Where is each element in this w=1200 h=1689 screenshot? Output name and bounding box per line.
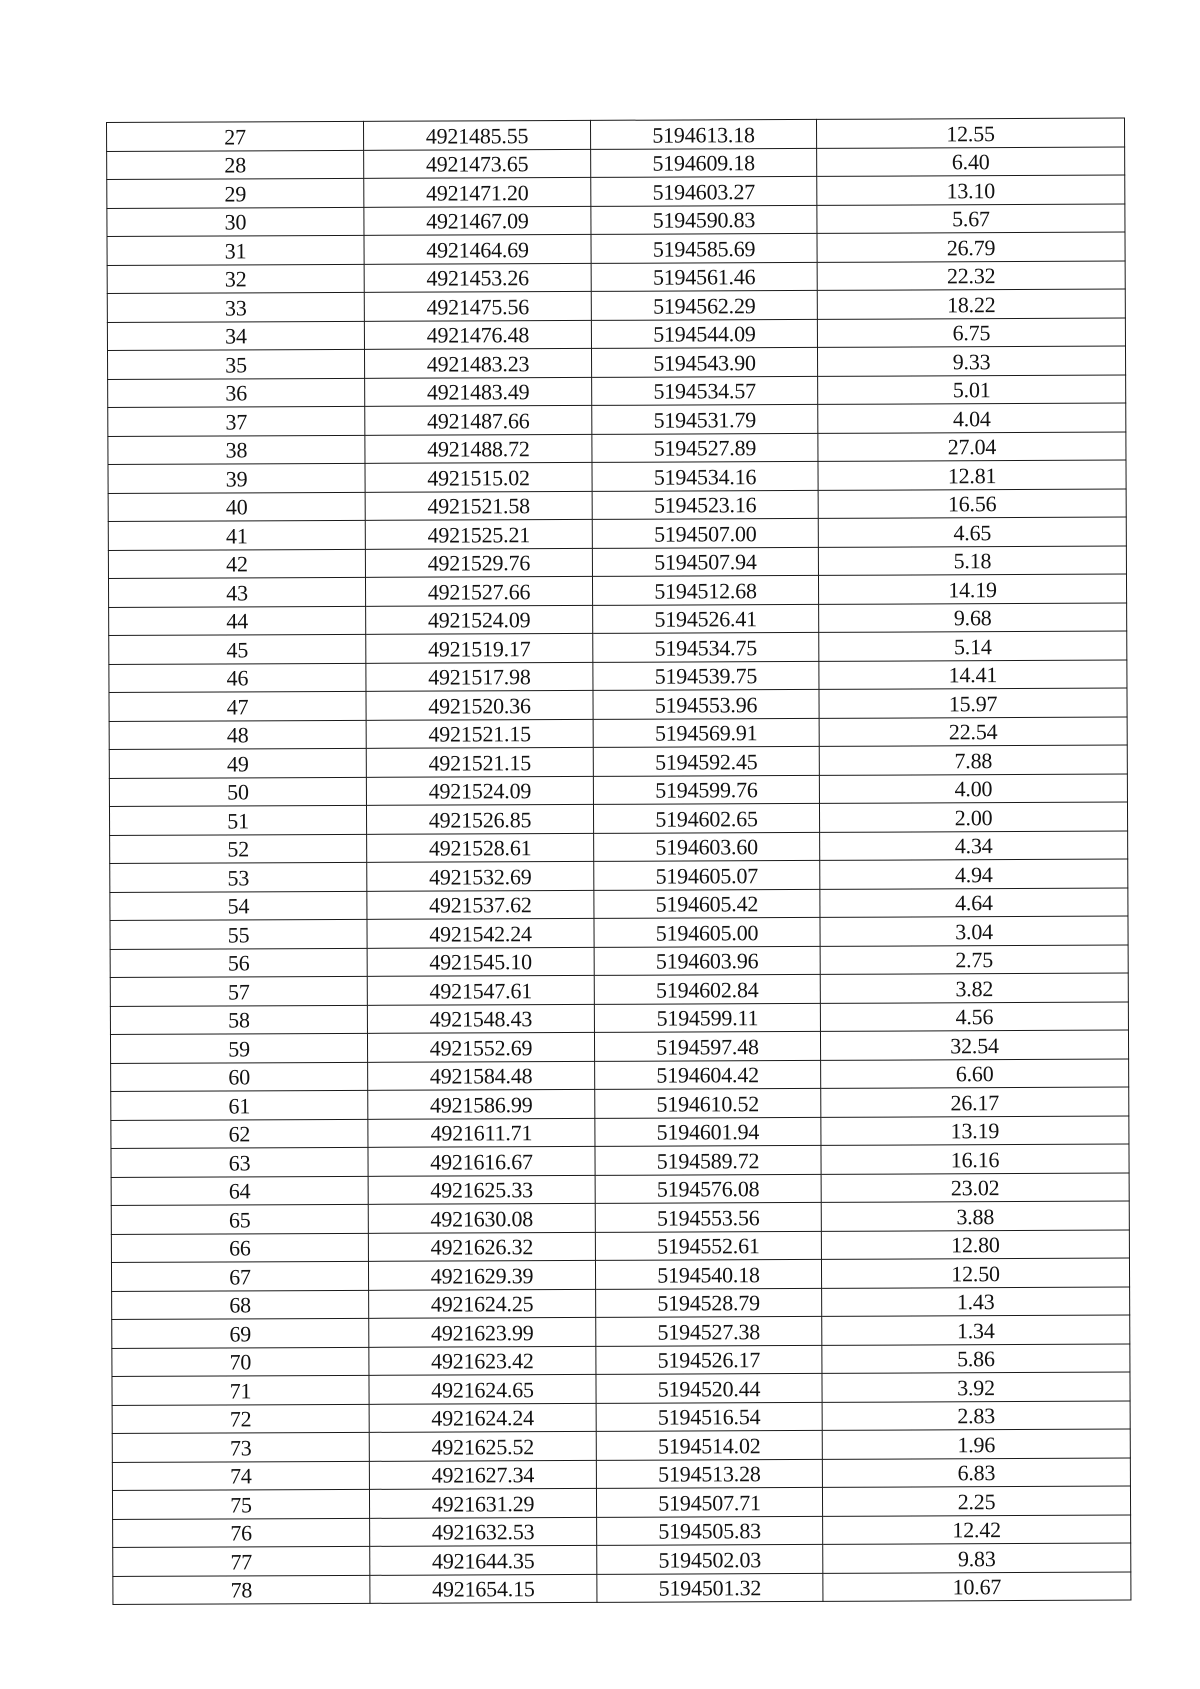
x-coordinate-cell: 4921611.71 [368,1118,595,1147]
table-row [109,688,1127,721]
x-coordinate-cell: 4921476.48 [364,320,591,349]
point-number-cell: 49 [109,748,366,778]
x-coordinate-cell: 4921517.98 [366,662,593,691]
distance-cell: 32.54 [820,1030,1128,1060]
y-coordinate-cell: 5194520.44 [596,1373,822,1402]
y-coordinate-cell: 5194605.00 [594,917,820,946]
y-coordinate-cell: 5194569.91 [593,718,819,747]
point-number-cell: 77 [113,1546,370,1576]
distance-cell: 22.54 [819,717,1127,747]
x-coordinate-cell: 4921473.65 [364,149,591,178]
x-coordinate-cell: 4921584.48 [368,1061,595,1090]
distance-cell: 12.55 [816,118,1124,148]
distance-cell: 9.83 [823,1543,1131,1573]
y-coordinate-cell: 5194603.27 [591,176,817,205]
point-number-cell: 59 [110,1033,367,1063]
distance-cell: 2.00 [819,802,1127,832]
table-row [111,1059,1129,1092]
table-row [108,403,1126,436]
x-coordinate-cell: 4921519.17 [366,633,593,662]
y-coordinate-cell: 5194523.16 [592,490,818,519]
distance-cell: 13.19 [821,1116,1129,1146]
x-coordinate-cell: 4921654.15 [370,1574,597,1603]
y-coordinate-cell: 5194599.11 [594,1003,820,1032]
y-coordinate-cell: 5194561.46 [591,262,817,291]
x-coordinate-cell: 4921547.61 [367,975,594,1004]
y-coordinate-cell: 5194576.08 [595,1174,821,1203]
table-row [110,973,1128,1006]
point-number-cell: 76 [113,1518,370,1548]
x-coordinate-cell: 4921629.39 [368,1260,595,1289]
y-coordinate-cell: 5194553.96 [593,689,819,718]
y-coordinate-cell: 5194602.65 [593,803,819,832]
distance-cell: 5.86 [822,1344,1130,1374]
table-row [109,802,1127,835]
x-coordinate-cell: 4921520.36 [366,690,593,719]
table-row [107,346,1125,379]
distance-cell: 12.81 [818,460,1126,490]
distance-cell: 9.68 [819,603,1127,633]
y-coordinate-cell: 5194590.83 [591,205,817,234]
x-coordinate-cell: 4921475.56 [364,291,591,320]
point-number-cell: 35 [107,349,364,379]
distance-cell: 5.14 [819,631,1127,661]
y-coordinate-cell: 5194602.84 [594,974,820,1003]
y-coordinate-cell: 5194505.83 [597,1516,823,1545]
point-number-cell: 73 [112,1432,369,1462]
x-coordinate-cell: 4921515.02 [365,462,592,491]
y-coordinate-cell: 5194527.89 [592,433,818,462]
x-coordinate-cell: 4921537.62 [367,890,594,919]
distance-cell: 10.67 [823,1572,1131,1602]
x-coordinate-cell: 4921586.99 [368,1089,595,1118]
y-coordinate-cell: 5194601.94 [595,1117,821,1146]
point-number-cell: 36 [108,378,365,408]
point-number-cell: 62 [111,1119,368,1149]
coordinates-table [106,118,1131,1605]
y-coordinate-cell: 5194552.61 [595,1231,821,1260]
table-row [109,774,1127,807]
x-coordinate-cell: 4921626.32 [368,1232,595,1261]
y-coordinate-cell: 5194562.29 [591,290,817,319]
table-row [108,574,1126,607]
x-coordinate-cell: 4921627.34 [369,1460,596,1489]
point-number-cell: 41 [108,520,365,550]
y-coordinate-cell: 5194516.54 [596,1402,822,1431]
table-row [109,717,1127,750]
point-number-cell: 66 [111,1233,368,1263]
table-row [110,831,1128,864]
x-coordinate-cell: 4921471.20 [364,177,591,206]
distance-cell: 12.50 [821,1258,1129,1288]
point-number-cell: 67 [111,1261,368,1291]
point-number-cell: 65 [111,1204,368,1234]
table-row [112,1401,1130,1434]
table-row [108,517,1126,550]
x-coordinate-cell: 4921552.69 [367,1032,594,1061]
table-body [107,118,1131,1604]
point-number-cell: 32 [107,264,364,294]
distance-cell: 14.41 [819,660,1127,690]
point-number-cell: 69 [112,1318,369,1348]
y-coordinate-cell: 5194507.71 [596,1487,822,1516]
distance-cell: 14.19 [818,574,1126,604]
table-row [111,1173,1129,1206]
point-number-cell: 44 [109,606,366,636]
distance-cell: 26.17 [821,1087,1129,1117]
y-coordinate-cell: 5194603.96 [594,946,820,975]
table-row [108,375,1126,408]
distance-cell: 3.04 [820,916,1128,946]
table-row [107,147,1125,180]
table-row [110,945,1128,978]
point-number-cell: 64 [111,1176,368,1206]
distance-cell: 3.82 [820,973,1128,1003]
table-row [108,460,1126,493]
x-coordinate-cell: 4921624.65 [369,1374,596,1403]
y-coordinate-cell: 5194528.79 [596,1288,822,1317]
point-number-cell: 46 [109,663,366,693]
x-coordinate-cell: 4921624.24 [369,1403,596,1432]
y-coordinate-cell: 5194553.56 [595,1202,821,1231]
x-coordinate-cell: 4921632.53 [370,1517,597,1546]
y-coordinate-cell: 5194605.42 [594,889,820,918]
table-row [110,1030,1128,1063]
table-row [110,888,1128,921]
point-number-cell: 57 [110,976,367,1006]
distance-cell: 4.34 [820,831,1128,861]
point-number-cell: 71 [112,1375,369,1405]
y-coordinate-cell: 5194604.42 [595,1060,821,1089]
table-row [111,1201,1129,1234]
y-coordinate-cell: 5194540.18 [595,1259,821,1288]
x-coordinate-cell: 4921487.66 [365,405,592,434]
distance-cell: 12.42 [823,1515,1131,1545]
table-row [112,1287,1130,1320]
x-coordinate-cell: 4921529.76 [365,548,592,577]
table-row [108,489,1126,522]
point-number-cell: 40 [108,492,365,522]
y-coordinate-cell: 5194513.28 [596,1459,822,1488]
x-coordinate-cell: 4921521.58 [365,491,592,520]
table-row [111,1116,1129,1149]
y-coordinate-cell: 5194534.57 [592,376,818,405]
x-coordinate-cell: 4921525.21 [365,519,592,548]
point-number-cell: 55 [110,919,367,949]
table-row [107,318,1125,351]
x-coordinate-cell: 4921548.43 [367,1004,594,1033]
y-coordinate-cell: 5194507.94 [592,547,818,576]
y-coordinate-cell: 5194526.41 [593,604,819,633]
y-coordinate-cell: 5194527.38 [596,1316,822,1345]
x-coordinate-cell: 4921483.49 [365,377,592,406]
x-coordinate-cell: 4921483.23 [364,348,591,377]
point-number-cell: 29 [107,178,364,208]
point-number-cell: 61 [111,1090,368,1120]
y-coordinate-cell: 5194592.45 [593,746,819,775]
x-coordinate-cell: 4921630.08 [368,1203,595,1232]
table-row [110,1002,1128,1035]
point-number-cell: 45 [109,634,366,664]
distance-cell: 4.04 [818,403,1126,433]
table-row [111,1144,1129,1177]
coordinates-table-container [106,118,1130,1605]
point-number-cell: 34 [107,321,364,351]
table-row [111,1258,1129,1291]
x-coordinate-cell: 4921545.10 [367,947,594,976]
point-number-cell: 78 [113,1575,370,1605]
point-number-cell: 30 [107,207,364,237]
x-coordinate-cell: 4921624.25 [369,1289,596,1318]
y-coordinate-cell: 5194534.16 [592,461,818,490]
x-coordinate-cell: 4921532.69 [367,861,594,890]
table-row [112,1458,1130,1491]
distance-cell: 18.22 [817,289,1125,319]
distance-cell: 4.56 [820,1002,1128,1032]
point-number-cell: 39 [108,463,365,493]
distance-cell: 2.75 [820,945,1128,975]
point-number-cell: 68 [112,1290,369,1320]
table-row [107,175,1125,208]
x-coordinate-cell: 4921526.85 [366,804,593,833]
point-number-cell: 37 [108,406,365,436]
x-coordinate-cell: 4921625.52 [369,1431,596,1460]
y-coordinate-cell: 5194539.75 [593,661,819,690]
table-row [107,261,1125,294]
point-number-cell: 38 [108,435,365,465]
distance-cell: 6.83 [822,1458,1130,1488]
table-row [109,745,1127,778]
x-coordinate-cell: 4921623.99 [369,1317,596,1346]
table-row [111,1230,1129,1263]
y-coordinate-cell: 5194507.00 [592,518,818,547]
point-number-cell: 63 [111,1147,368,1177]
x-coordinate-cell: 4921521.15 [366,719,593,748]
distance-cell: 1.43 [822,1287,1130,1317]
x-coordinate-cell: 4921467.09 [364,206,591,235]
distance-cell: 2.83 [822,1401,1130,1431]
y-coordinate-cell: 5194534.75 [593,632,819,661]
distance-cell: 3.92 [822,1372,1130,1402]
point-number-cell: 43 [108,577,365,607]
y-coordinate-cell: 5194526.17 [596,1345,822,1374]
y-coordinate-cell: 5194597.48 [594,1031,820,1060]
distance-cell: 13.10 [817,175,1125,205]
distance-cell: 3.88 [821,1201,1129,1231]
table-row [112,1486,1130,1519]
x-coordinate-cell: 4921453.26 [364,263,591,292]
point-number-cell: 74 [112,1461,369,1491]
y-coordinate-cell: 5194512.68 [592,575,818,604]
table-row [111,1087,1129,1120]
distance-cell: 16.56 [818,489,1126,519]
distance-cell: 6.60 [821,1059,1129,1089]
point-number-cell: 27 [107,121,364,151]
point-number-cell: 54 [110,891,367,921]
y-coordinate-cell: 5194605.07 [594,860,820,889]
point-number-cell: 72 [112,1404,369,1434]
distance-cell: 9.33 [817,346,1125,376]
distance-cell: 1.34 [822,1315,1130,1345]
point-number-cell: 47 [109,691,366,721]
distance-cell: 26.79 [817,232,1125,262]
x-coordinate-cell: 4921524.09 [366,776,593,805]
table-row [113,1543,1131,1576]
table-row [107,232,1125,265]
distance-cell: 5.18 [818,546,1126,576]
distance-cell: 4.00 [819,774,1127,804]
point-number-cell: 53 [110,862,367,892]
x-coordinate-cell: 4921631.29 [369,1488,596,1517]
point-number-cell: 58 [110,1005,367,1035]
point-number-cell: 75 [112,1489,369,1519]
distance-cell: 23.02 [821,1173,1129,1203]
table-row [108,432,1126,465]
point-number-cell: 60 [111,1062,368,1092]
distance-cell: 16.16 [821,1144,1129,1174]
y-coordinate-cell: 5194585.69 [591,233,817,262]
y-coordinate-cell: 5194502.03 [597,1544,823,1573]
distance-cell: 4.94 [820,859,1128,889]
point-number-cell: 42 [108,549,365,579]
point-number-cell: 50 [109,777,366,807]
x-coordinate-cell: 4921623.42 [369,1346,596,1375]
table-row [109,631,1127,664]
y-coordinate-cell: 5194613.18 [590,119,816,148]
x-coordinate-cell: 4921524.09 [366,605,593,634]
table-row [109,660,1127,693]
distance-cell: 4.65 [818,517,1126,547]
table-row [107,204,1125,237]
table-row [113,1515,1131,1548]
x-coordinate-cell: 4921644.35 [370,1545,597,1574]
table-row [110,859,1128,892]
distance-cell: 6.40 [817,147,1125,177]
y-coordinate-cell: 5194514.02 [596,1430,822,1459]
table-row [112,1429,1130,1462]
distance-cell: 5.67 [817,204,1125,234]
distance-cell: 22.32 [817,261,1125,291]
y-coordinate-cell: 5194599.76 [593,775,819,804]
x-coordinate-cell: 4921527.66 [365,576,592,605]
distance-cell: 2.25 [822,1486,1130,1516]
x-coordinate-cell: 4921616.67 [368,1146,595,1175]
y-coordinate-cell: 5194609.18 [591,148,817,177]
point-number-cell: 33 [107,292,364,322]
table-row [109,603,1127,636]
x-coordinate-cell: 4921542.24 [367,918,594,947]
x-coordinate-cell: 4921521.15 [366,747,593,776]
distance-cell: 4.64 [820,888,1128,918]
distance-cell: 1.96 [822,1429,1130,1459]
table-row [112,1315,1130,1348]
point-number-cell: 70 [112,1347,369,1377]
table-row [112,1344,1130,1377]
y-coordinate-cell: 5194544.09 [591,319,817,348]
y-coordinate-cell: 5194501.32 [597,1573,823,1602]
table-row [107,118,1125,151]
distance-cell: 6.75 [817,318,1125,348]
point-number-cell: 48 [109,720,366,750]
y-coordinate-cell: 5194543.90 [591,347,817,376]
table-row [113,1572,1131,1605]
x-coordinate-cell: 4921485.55 [363,120,590,149]
point-number-cell: 56 [110,948,367,978]
point-number-cell: 52 [110,834,367,864]
point-number-cell: 51 [109,805,366,835]
x-coordinate-cell: 4921528.61 [367,833,594,862]
table-row [107,289,1125,322]
y-coordinate-cell: 5194531.79 [592,404,818,433]
x-coordinate-cell: 4921625.33 [368,1175,595,1204]
y-coordinate-cell: 5194603.60 [594,832,820,861]
distance-cell: 7.88 [819,745,1127,775]
distance-cell: 15.97 [819,688,1127,718]
table-row [112,1372,1130,1405]
distance-cell: 12.80 [821,1230,1129,1260]
y-coordinate-cell: 5194589.72 [595,1145,821,1174]
x-coordinate-cell: 4921464.69 [364,234,591,263]
table-row [108,546,1126,579]
distance-cell: 5.01 [818,375,1126,405]
distance-cell: 27.04 [818,432,1126,462]
point-number-cell: 28 [107,150,364,180]
point-number-cell: 31 [107,235,364,265]
table-row [110,916,1128,949]
x-coordinate-cell: 4921488.72 [365,434,592,463]
y-coordinate-cell: 5194610.52 [595,1088,821,1117]
